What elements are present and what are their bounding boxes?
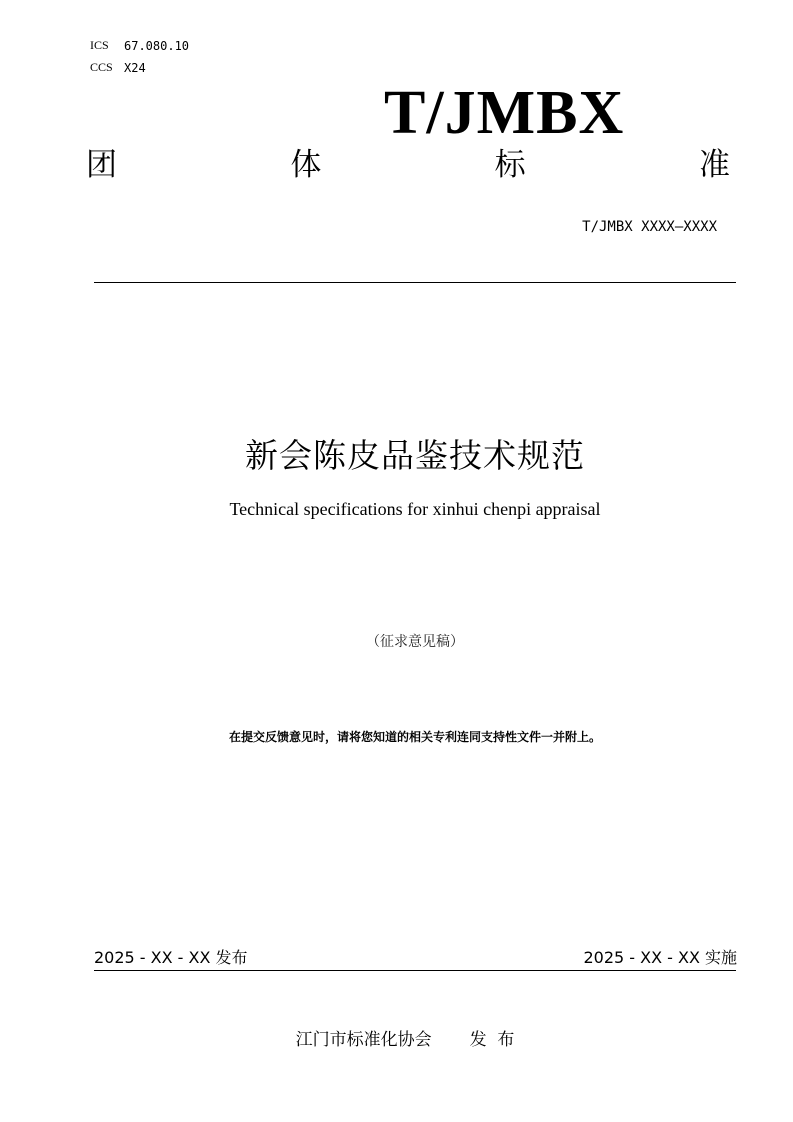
standard-type-char: 标: [494, 147, 526, 183]
standard-type-char: 体: [290, 147, 322, 183]
ics-label: ICS: [90, 38, 109, 52]
draft-status: （征求意见稿）: [366, 635, 464, 650]
issue-date: 2025 - XX - XX 发布: [94, 948, 248, 967]
publisher-name: 江门市标准化协会: [295, 1030, 432, 1050]
standard-type-char: 准: [698, 147, 730, 183]
standard-type-char: 团: [86, 147, 117, 183]
standard-type-heading: [86, 147, 730, 183]
publish-label: 发 布: [469, 1030, 515, 1050]
document-title-english: Technical specifications for xinhui chenpi appraisal: [229, 499, 601, 519]
publisher-line: [0, 1025, 793, 1050]
ics-code: 67.080.10: [124, 39, 190, 53]
standard-number: T/JMBX XXXX—XXXX: [582, 219, 717, 235]
implementation-date: 2025 - XX - XX 实施: [583, 948, 737, 967]
organization-logo: T/JMBX: [384, 79, 625, 147]
ccs-label: CCS: [90, 60, 113, 74]
patent-notice: 在提交反馈意见时，请将您知道的相关专利连同支持性文件一并附上。: [228, 730, 601, 744]
document-title-chinese: 新会陈皮品鉴技术规范: [245, 436, 585, 475]
header-divider: [94, 282, 736, 283]
ccs-code: X24: [124, 61, 146, 75]
footer-divider: [94, 970, 736, 971]
